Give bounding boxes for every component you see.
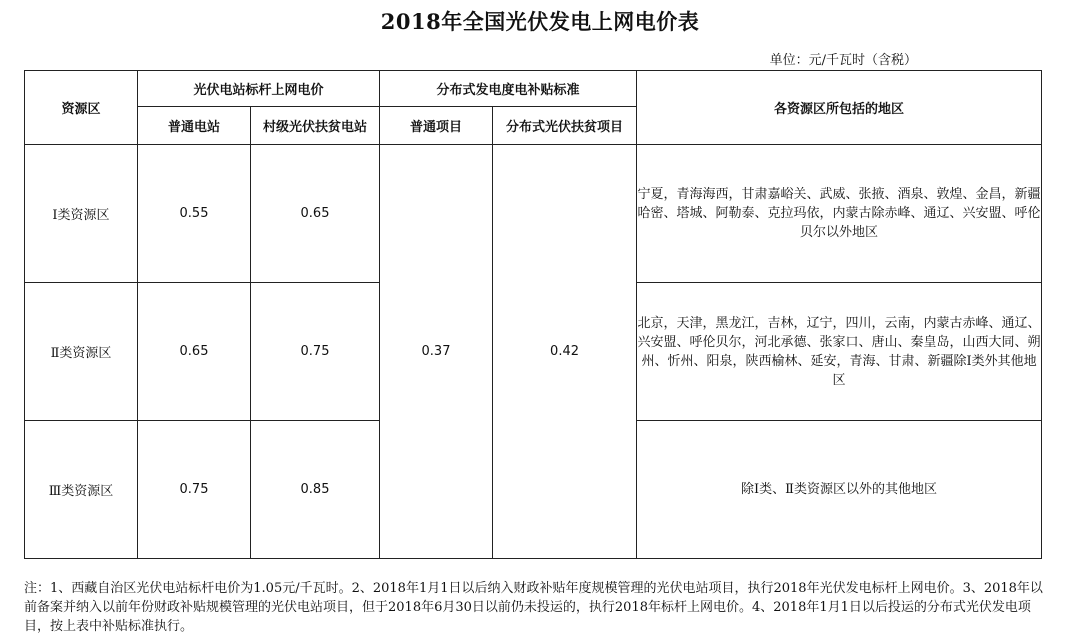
regions-cell: 除Ⅰ类、Ⅱ类资源区以外的其他地区 (637, 421, 1042, 559)
header-normal-project: 普通项目 (380, 107, 493, 145)
village-poverty-price: 0.75 (251, 283, 380, 421)
unit-label: 单位：元/千瓦时（含税） (769, 53, 917, 68)
regions-cell: 北京，天津，黑龙江，吉林，辽宁，四川，云南，内蒙古赤峰、通辽、兴安盟、呼伦贝尔，河北承德、张家口、唐山、秦皇岛，山西大同、朔州、忻州、阳泉，陕西榆林、延安，青海、甘肃、新疆除Ⅰ类外其他地区 (637, 283, 1042, 421)
price-table (24, 70, 1042, 559)
header-benchmark-price: 光伏电站标杆上网电价 (138, 71, 380, 107)
zone-cell: Ⅲ类资源区 (25, 421, 138, 559)
village-poverty-price: 0.65 (251, 145, 380, 283)
header-row-1 (25, 71, 1042, 107)
village-poverty-price: 0.85 (251, 421, 380, 559)
page-title: 2018年全国光伏发电上网电价表 (380, 9, 700, 34)
regions-cell: 宁夏，青海海西，甘肃嘉峪关、武威、张掖、酒泉、敦煌、金昌，新疆哈密、塔城、阿勒泰、克拉玛依，内蒙古除赤峰、通辽、兴安盟、呼伦贝尔以外地区 (637, 145, 1042, 283)
footnote: 注：1、西藏自治区光伏电站标杆电价为1.05元/千瓦时。2、2018年1月1日以后纳入财政补贴年度规模管理的光伏电站项目，执行2018年光伏发电标杆上网电价。3、2018年以前备案并纳入以前年份财政补贴规模管理的光伏电站项目，但于2018年6月30日以前仍未投运的，执行2018年标杆上网电价。4、2018年1月1日以后投运的分布式光伏发电项目，按上表中补贴标准执行。 (24, 581, 1043, 634)
normal-station-price: 0.75 (138, 421, 251, 559)
header-distributed-poverty-project: 分布式光伏扶贫项目 (493, 107, 637, 145)
header-village-poverty-station: 村级光伏扶贫电站 (251, 107, 380, 145)
header-normal-station: 普通电站 (138, 107, 251, 145)
normal-station-price: 0.65 (138, 283, 251, 421)
normal-station-price: 0.55 (138, 145, 251, 283)
header-resource-zone: 资源区 (25, 71, 138, 145)
header-regions: 各资源区所包括的地区 (637, 71, 1042, 145)
zone-cell: Ⅰ类资源区 (25, 145, 138, 283)
header-distributed-subsidy: 分布式发电度电补贴标准 (380, 71, 637, 107)
zone-cell: Ⅱ类资源区 (25, 283, 138, 421)
distributed-poverty-subsidy: 0.42 (493, 145, 637, 559)
table-row (25, 145, 1042, 283)
distributed-normal-subsidy: 0.37 (380, 145, 493, 559)
